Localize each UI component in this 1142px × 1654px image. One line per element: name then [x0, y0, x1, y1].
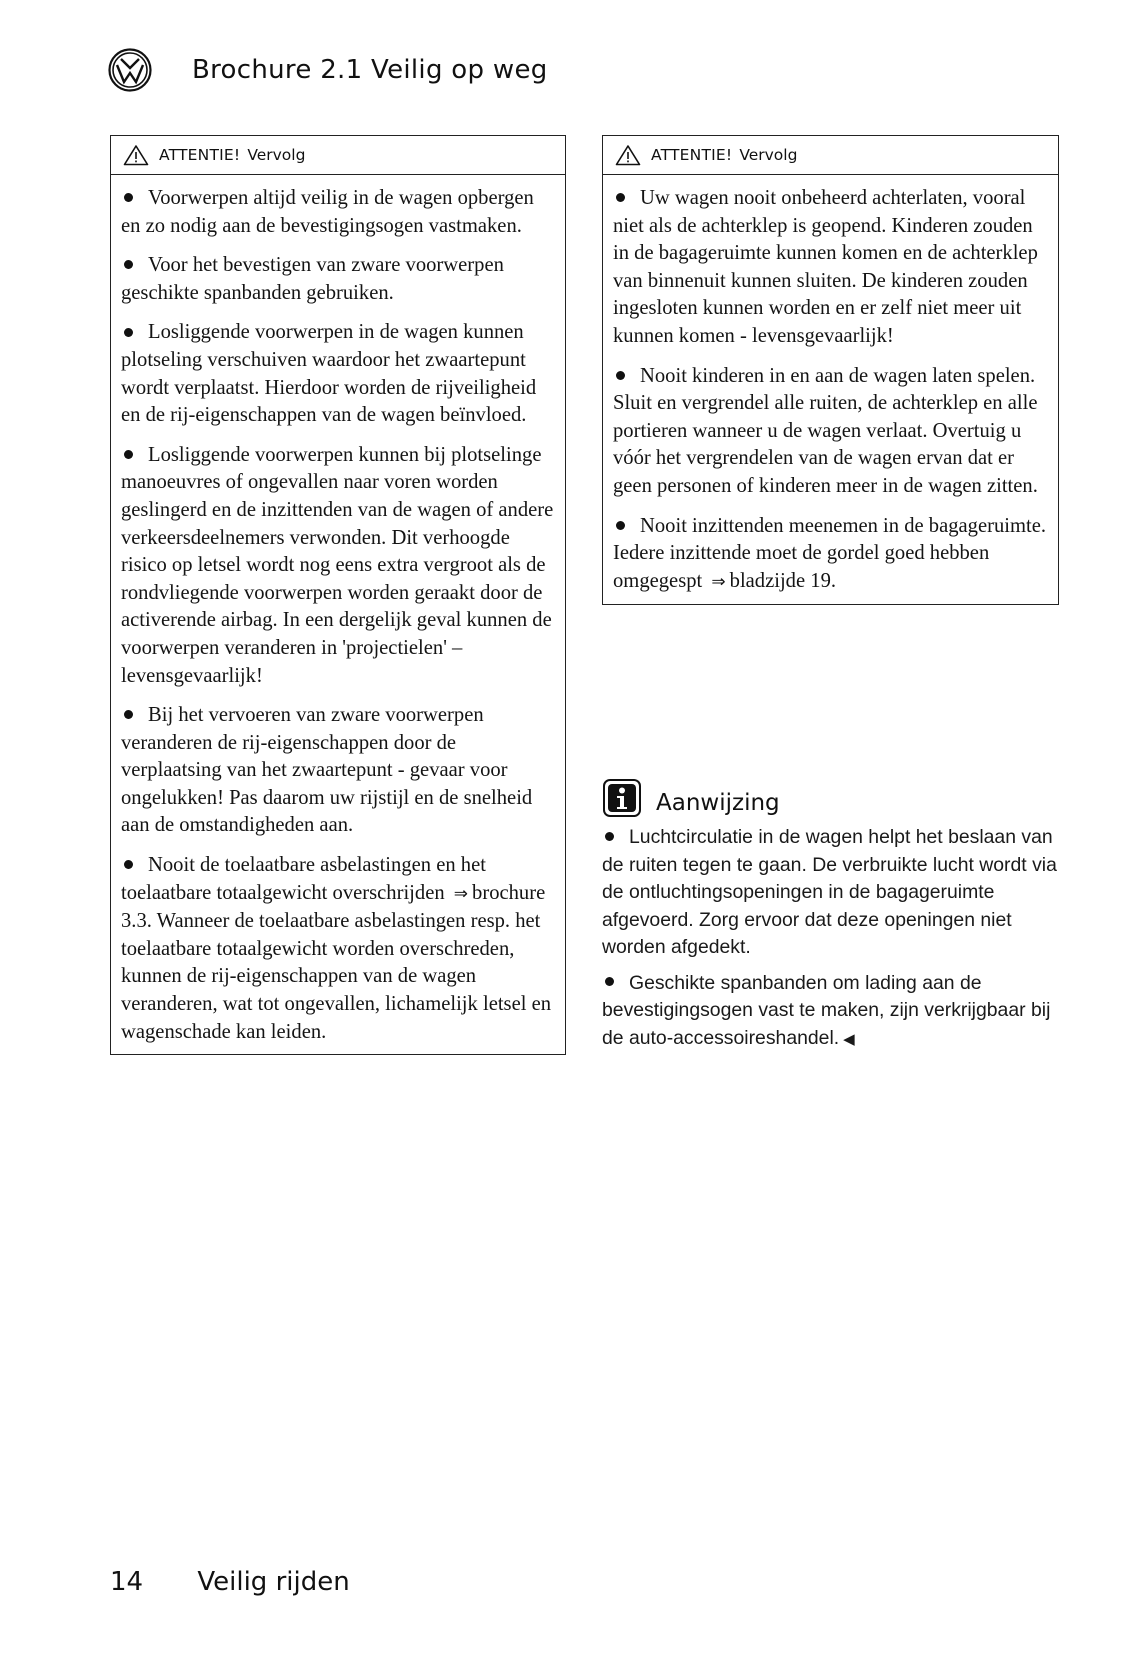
end-of-section-icon: ◀ [843, 1030, 855, 1048]
warning-body [603, 175, 1058, 604]
bullet-icon [616, 193, 625, 202]
list-item-text: Luchtcirculatie in de wagen helpt het beslaan van de ruiten tegen te gaan. De verbruikte lucht wordt via de ontluchtingsopeningen in de bagageruimte afgevoerd. Zorg ervoor dat deze openingen niet worden afgedekt. [602, 826, 1057, 958]
page-footer [110, 1567, 350, 1597]
cross-reference-arrow-icon: ⇒ [711, 571, 726, 592]
warning-triangle-icon [615, 144, 641, 166]
list-item [121, 319, 555, 429]
section-title: Veilig rijden [197, 1567, 350, 1597]
list-item [613, 185, 1048, 351]
list-item-text: Uw wagen nooit onbeheerd achterlaten, vooral niet als de achterklep is geopend. Kinderen zouden in de bagageruimte kunnen komen en de achterklep van binnenuit kunnen sluiten. De kinderen zouden ingesloten kunnen worden en er zelf niet meer uit kunnen komen - levensgevaarlijk! [613, 187, 1038, 347]
bullet-icon [124, 328, 133, 337]
warning-sublabel: Vervolg [739, 146, 798, 164]
bullet-icon [124, 860, 133, 869]
bullet-icon [124, 193, 133, 202]
list-item-text: Bij het vervoeren van zware voorwerpen veranderen de rij-eigenschappen door de verplaatsing van het zwaartepunt - gevaar voor ongelukken! Pas daarom uw rijstijl en de snelheid aan de omstandigheden aan. [121, 704, 533, 837]
bullet-icon [124, 710, 133, 719]
bullet-icon [124, 450, 133, 459]
list-item-text: Losliggende voorwerpen kunnen bij plotselinge manoeuvres of ongevallen naar voren worden geslingerd en de inzittenden van de wagen of andere verkeersdeelnemers verwonden. Dit verhoogde risico op letsel wordt nog eens extra vergroot als de rondvliegende voorwerpen worden geraakt door de activerende airbag. In een dergelijk geval kunnen de voorwerpen veranderen in 'projectielen' – levensgevaarlijk! [121, 443, 554, 687]
cross-reference-link[interactable]: bladzijde 19. [729, 569, 837, 592]
warning-label: ATTENTIE! [159, 146, 241, 164]
note-title: Aanwijzing [656, 790, 780, 816]
list-item [602, 970, 1057, 1054]
warning-header [603, 136, 1058, 175]
list-item-text: Voorwerpen altijd veilig in de wagen opbergen en zo nodig aan de bevestigingsogen vastmaken. [121, 187, 534, 237]
page-number: 14 [110, 1567, 144, 1597]
warning-triangle-icon [123, 144, 149, 166]
bullet-icon [616, 521, 625, 530]
bullet-icon [616, 371, 625, 380]
list-item-text: Nooit de toelaatbare asbelastingen en het toelaatbare totaalgewicht overschrijden [121, 854, 486, 904]
cross-reference-arrow-icon: ⇒ [453, 883, 469, 904]
page-header [108, 48, 548, 92]
info-icon [602, 778, 642, 818]
bullet-icon [605, 832, 614, 841]
list-item [121, 442, 555, 690]
bullet-icon [605, 977, 614, 986]
warning-label: ATTENTIE! [651, 146, 733, 164]
list-item [121, 702, 555, 840]
list-item [613, 513, 1048, 597]
list-item-text: Nooit inzittenden meenemen in de bagageruimte. Iedere inzittende moet de gordel goed hebben omgegespt [613, 514, 1047, 592]
page-title: Brochure 2.1 Veilig op weg [192, 55, 548, 85]
list-item [121, 252, 555, 307]
warning-header [111, 136, 565, 175]
vw-logo-icon [108, 48, 152, 92]
list-item [602, 824, 1057, 962]
list-item [613, 363, 1048, 501]
list-item-text: Nooit kinderen in en aan de wagen laten spelen. Sluit en vergrendel alle ruiten, de achterklep en alle portieren wanneer u de wagen verlaat. Overtuig u vóór het vergrendelen van de wagen ervan dat er geen personen of kinderen meer in de wagen zitten. [613, 364, 1038, 497]
warning-sublabel: Vervolg [247, 146, 306, 164]
list-item-text: Losliggende voorwerpen in de wagen kunnen plotseling verschuiven waardoor het zwaartepunt wordt verplaatst. Hierdoor worden de rijveiligheid en de rij-eigenschappen van de wagen beïnvloed. [121, 321, 537, 427]
list-item [121, 185, 555, 240]
warning-box-left [110, 135, 566, 1055]
bullet-icon [124, 260, 133, 269]
list-item-text: Voor het bevestigen van zware voorwerpen geschikte spanbanden gebruiken. [121, 254, 504, 304]
note-header [602, 778, 1057, 818]
warning-body [111, 175, 565, 1054]
warning-box-right [602, 135, 1059, 605]
cross-reference-link[interactable]: brochure 3.3. Wanneer de toelaatbare asbelastingen resp. het toelaatbare totaalgewicht worden overschreden, kunnen de rij-eigenschappen van de wagen veranderen, wat tot ongevallen, lichamelijk letsel en wagenschade kan leiden. [121, 881, 552, 1043]
note-section [602, 778, 1057, 1061]
list-item-text: Geschikte spanbanden om lading aan de bevestigingsogen vast te maken, zijn verkrijgbaar bij de auto-accessoireshandel. [602, 971, 1051, 1049]
list-item [121, 852, 555, 1046]
